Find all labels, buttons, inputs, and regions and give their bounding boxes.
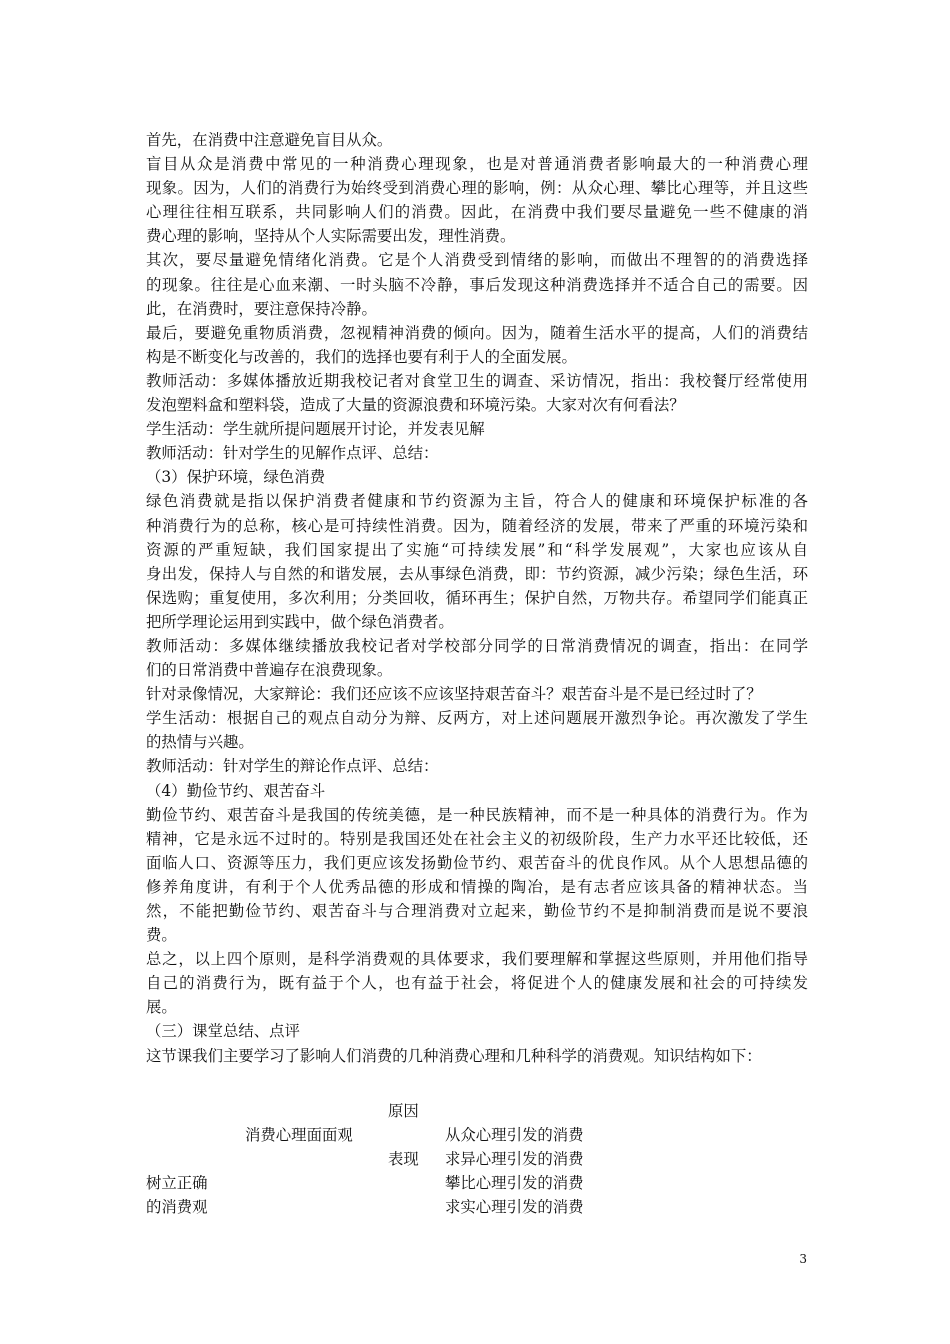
- paragraph: [146, 369, 808, 417]
- text-line: 的热情与兴趣。: [146, 733, 254, 752]
- text-line: 修养角度讲，有利于个人优秀品德的形成和情操的陶冶，是有志者应该具备的精神状态。当: [146, 877, 808, 896]
- manifestation-label: 表现: [388, 1150, 419, 1168]
- text-line: 展。: [146, 998, 177, 1017]
- text-line: 绿色消费就是指以保护消费者健康和节约资源为主旨，符合人的健康和环境保护标准的各: [146, 492, 808, 511]
- paragraph: [146, 779, 808, 803]
- paragraph: [146, 321, 808, 369]
- text-line: 身出发，保持人与自然的和谐发展，去从事绿色消费，即：节约资源，减少污染；绿色生活，环: [146, 564, 808, 583]
- paragraph: [146, 706, 808, 754]
- cause-label: 原因: [388, 1102, 419, 1120]
- text-line: 教师活动：针对学生的见解作点评、总结：: [146, 444, 439, 463]
- root-label-line1: 树立正确: [146, 1174, 208, 1192]
- text-line: 此，在消费时，要注意保持冷静。: [146, 299, 377, 318]
- text-line: 学生活动：学生就所提问题展开讨论，并发表见解: [146, 420, 485, 439]
- text-line: 总之，以上四个原则，是科学消费观的具体要求，我们要理解和掌握这些原则，并用他们指导: [146, 950, 808, 969]
- text-line: 精神，它是永远不过时的。特别是我国还处在社会主义的初级阶段，生产力水平还比较低，还: [146, 829, 808, 848]
- text-line: 资源的严重短缺，我们国家提出了实施“可持续发展”和“科学发展观”，大家也应该从自: [146, 540, 808, 559]
- text-line: 最后，要避免重物质消费，忽视精神消费的倾向。因为，随着生活水平的提高，人们的消费结: [146, 323, 808, 342]
- text-line: 勤俭节约、艰苦奋斗是我国的传统美德，是一种民族精神，而不是一种具体的消费行为。作为: [146, 805, 808, 824]
- root-label-line2: 的消费观: [146, 1198, 208, 1216]
- structure-item: 求异心理引发的消费: [445, 1150, 584, 1168]
- text-line: 现象。因为，人们的消费行为始终受到消费心理的影响，例：从众心理、攀比心理等，并且这些: [146, 179, 808, 198]
- text-line: 费心理的影响，坚持从个人实际需要出发，理性消费。: [146, 227, 516, 246]
- paragraph: [146, 1019, 808, 1043]
- text-line: 学生活动：根据自己的观点自动分为辩、反两方，对上述问题展开激烈争论。再次激发了学生: [146, 709, 808, 728]
- paragraph: [146, 803, 808, 948]
- paragraph: [146, 682, 808, 706]
- paragraph: [146, 1044, 808, 1068]
- paragraph: [146, 417, 808, 441]
- text-line: 们的日常消费中普遍存在浪费现象。: [146, 661, 393, 680]
- text-line: 盲目从众是消费中常见的一种消费心理现象，也是对普通消费者影响最大的一种消费心理: [146, 155, 808, 174]
- paragraph: [146, 152, 808, 248]
- psychology-aspect-label: 消费心理面面观: [245, 1126, 353, 1144]
- text-line: 这节课我们主要学习了影响人们消费的几种消费心理和几种科学的消费观。知识结构如下：: [146, 1046, 762, 1065]
- paragraph: [146, 947, 808, 1019]
- paragraph: [146, 248, 808, 320]
- text-line: 教师活动：多媒体播放近期我校记者对食堂卫生的调查、采访情况，指出：我校餐厅经常使用: [146, 371, 808, 390]
- text-line: 面临人口、资源等压力，我们更应该发扬勤俭节约、艰苦奋斗的优良作风。从个人思想品德的: [146, 853, 808, 872]
- text-line: 针对录像情况，大家辩论：我们还应该不应该坚持艰苦奋斗？艰苦奋斗是不是已经过时了？: [146, 685, 762, 704]
- text-line: （三）课堂总结、点评: [146, 1022, 300, 1041]
- text-line: 然，不能把勤俭节约、艰苦奋斗与合理消费对立起来，勤俭节约不是抑制消费而是说不要浪: [146, 902, 808, 920]
- text-line: 发泡塑料盒和塑料袋，造成了大量的资源浪费和环境污染。大家对次有何看法？: [146, 396, 685, 415]
- paragraph: [146, 634, 808, 682]
- text-line: 构是不断变化与改善的，我们的选择也要有利于人的全面发展。: [146, 347, 577, 366]
- text-line: 把所学理论运用到实践中，做个绿色消费者。: [146, 612, 454, 631]
- structure-item: 从众心理引发的消费: [445, 1126, 584, 1144]
- paragraph: [146, 465, 808, 489]
- text-line: 的现象。往往是心血来潮、一时头脑不冷静，事后发现这种消费选择并不适合自己的需要。因: [146, 275, 808, 294]
- page-number: 3: [799, 1252, 807, 1266]
- paragraph: [146, 754, 808, 778]
- text-line: 费。: [146, 926, 177, 945]
- text-line: 保选购；重复使用，多次利用；分类回收，循环再生；保护自然，万物共存。希望同学们能真正: [146, 588, 808, 607]
- paragraph: [146, 489, 808, 634]
- text-line: （3）保护环境，绿色消费: [146, 468, 326, 487]
- paragraph: [146, 441, 808, 465]
- paragraph: [146, 128, 808, 152]
- text-line: 种消费行为的总称，核心是可持续性消费。因为，随着经济的发展，带来了严重的环境污染和: [146, 516, 808, 535]
- text-line: 教师活动：多媒体继续播放我校记者对学校部分同学的日常消费情况的调查，指出：在同学: [146, 636, 808, 655]
- text-line: 教师活动：针对学生的辩论作点评、总结：: [146, 757, 439, 776]
- knowledge-structure: [146, 1099, 808, 1224]
- text-line: 自己的消费行为，既有益于个人，也有益于社会，将促进个人的健康发展和社会的可持续发: [146, 974, 808, 993]
- text-line: 心理往往相互联系，共同影响人们的消费。因此，在消费中我们要尽量避免一些不健康的消: [146, 203, 808, 222]
- body-text: [146, 128, 808, 1068]
- text-line: （4）勤俭节约、艰苦奋斗: [146, 781, 326, 800]
- structure-item: 求实心理引发的消费: [445, 1198, 584, 1216]
- text-line: 其次，要尽量避免情绪化消费。它是个人消费受到情绪的影响，而做出不理智的的消费选择: [146, 251, 808, 270]
- text-line: 首先，在消费中注意避免盲目从众。: [146, 131, 393, 149]
- structure-item: 攀比心理引发的消费: [445, 1174, 584, 1192]
